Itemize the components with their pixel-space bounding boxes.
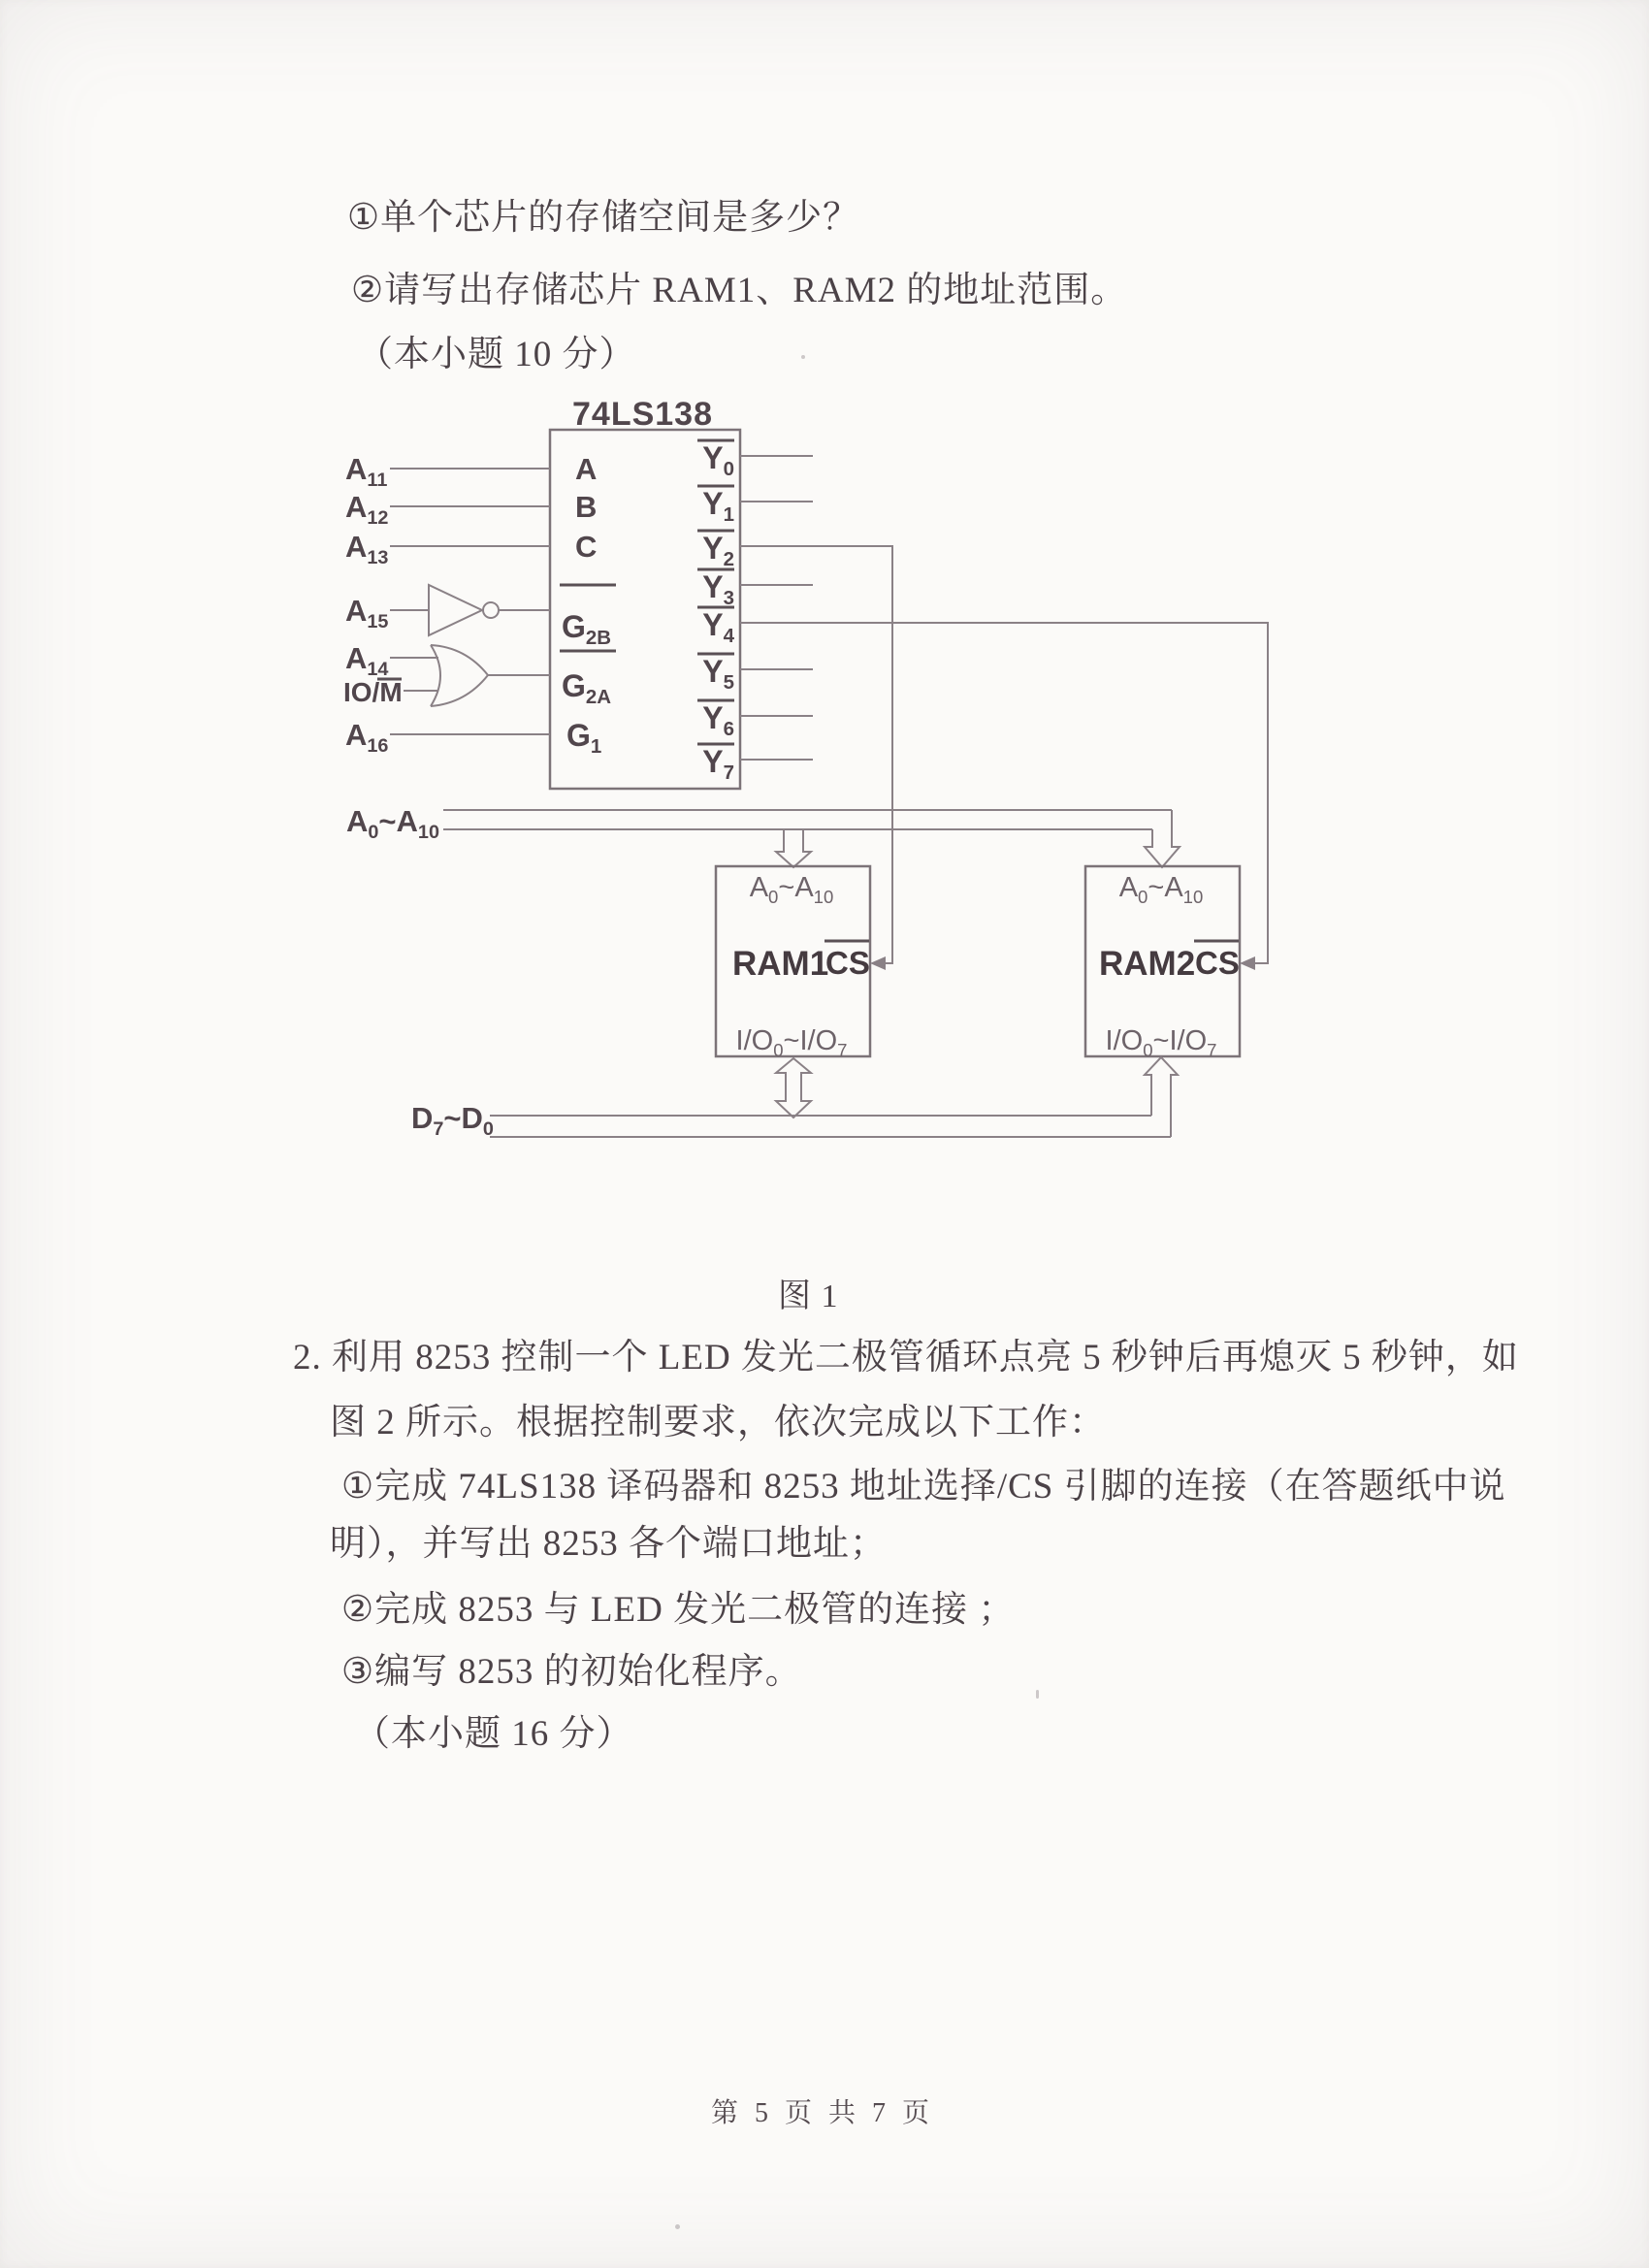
chip-pin-c: C	[575, 530, 598, 564]
q2-line-4: 明），并写出 8253 各个端口地址；	[330, 1524, 887, 1564]
chip-pin-g1: $G_1$	[566, 718, 602, 758]
chip-pin-a: A	[575, 452, 598, 486]
label-a15: $A_{15}$	[345, 594, 389, 632]
label-a11: $A_{11}$	[345, 452, 388, 491]
figure1-caption: 图 1	[778, 1279, 839, 1314]
q2-points: （本小题 16 分）	[354, 1714, 633, 1754]
ram1-addr-label: $A_0\sim A_{10}$	[749, 872, 834, 907]
address-bus-label: $A_0\sim A_{10}$	[346, 804, 439, 843]
q2-line-2: 图 2 所示。根据控制要求，依次完成以下工作：	[330, 1403, 1106, 1442]
ram2-chip	[1085, 866, 1240, 1060]
bus-arrow-into-ram1-icon	[776, 829, 811, 867]
q2-line-1: 2. 利用 8253 控制一个 LED 发光二极管循环点亮 5 秒钟后再熄灭 5 秒钟，如	[293, 1338, 1519, 1377]
chip-pin-y0: $Y_0$	[702, 440, 734, 480]
ram1-cs-label: CS	[825, 945, 870, 981]
scan-speck	[675, 2224, 680, 2229]
ram1-chip	[716, 866, 870, 1060]
chip-pin-y6: $Y_6$	[702, 700, 734, 740]
chip-output-labels	[697, 440, 735, 784]
ram1-name: RAM1	[732, 945, 829, 983]
decoder-chip	[550, 396, 740, 789]
q2-line-3: ①完成 74LS138 译码器和 8253 地址选择/CS 引脚的连接（在答题纸中说	[341, 1467, 1506, 1507]
ram2-cs-arrowhead-icon	[1240, 956, 1255, 970]
not-gate-symbol	[429, 585, 482, 635]
ram2-name: RAM2	[1099, 945, 1196, 983]
data-bus	[411, 1057, 1178, 1140]
page-number: 第 5 页 共 7 页	[711, 2098, 935, 2128]
bus-arrow-into-ram2-icon	[1145, 810, 1180, 867]
label-a12: $A_{12}$	[345, 490, 389, 529]
chip-pin-g2a: $G_{2A}$	[562, 668, 612, 708]
chip-pin-g2b: $G_{2B}$	[562, 609, 612, 649]
label-io-m: IO/M	[343, 677, 403, 707]
label-a16: $A_{16}$	[345, 718, 389, 757]
ram2-cs-label: CS	[1195, 945, 1240, 981]
q1-item-2: ②请写出存储芯片 RAM1、RAM2 的地址范围。	[351, 271, 1128, 310]
ram2-addr-label: $A_0\sim A_{10}$	[1118, 872, 1204, 907]
q2-line-5: ②完成 8253 与 LED 发光二极管的连接 ；	[341, 1590, 1016, 1630]
address-inputs	[343, 452, 550, 757]
chip-pin-y3: $Y_3$	[702, 569, 734, 609]
chip-pin-b: B	[575, 490, 598, 524]
q1-item-1: ①单个芯片的存储空间是多少？	[347, 198, 860, 238]
scan-speck	[801, 355, 805, 359]
ram2-data-arrow-icon	[1145, 1057, 1178, 1137]
wire-y4-to-ram2-cs	[740, 623, 1268, 963]
scan-speck	[1036, 1690, 1039, 1699]
ram1-io-label: $I/O_0\sim I/O_7$	[735, 1025, 848, 1060]
address-bus	[346, 804, 1180, 867]
chip-title: 74LS138	[572, 396, 713, 433]
chip-pin-y7: $Y_7$	[702, 744, 734, 784]
chip-pin-y2: $Y_2$	[702, 531, 734, 570]
data-bus-label: $D_7\sim D_0$	[411, 1101, 494, 1140]
not-gate-bubble	[483, 602, 499, 618]
chip-pin-y5: $Y_5$	[702, 654, 734, 694]
ram2-io-label: $I/O_0\sim I/O_7$	[1105, 1025, 1217, 1060]
q2-line-6: ③编写 8253 的初始化程序。	[341, 1652, 802, 1692]
chip-pin-y4: $Y_4$	[702, 607, 734, 647]
or-gate-symbol	[431, 645, 488, 706]
ram1-cs-arrowhead-icon	[870, 956, 886, 970]
ram1-data-double-arrow-icon	[776, 1058, 811, 1118]
chip-pin-y1: $Y_1$	[702, 486, 734, 526]
q1-points: （本小题 10 分）	[357, 335, 636, 374]
label-a14: $A_{14}$	[345, 641, 389, 680]
label-a13: $A_{13}$	[345, 530, 389, 568]
